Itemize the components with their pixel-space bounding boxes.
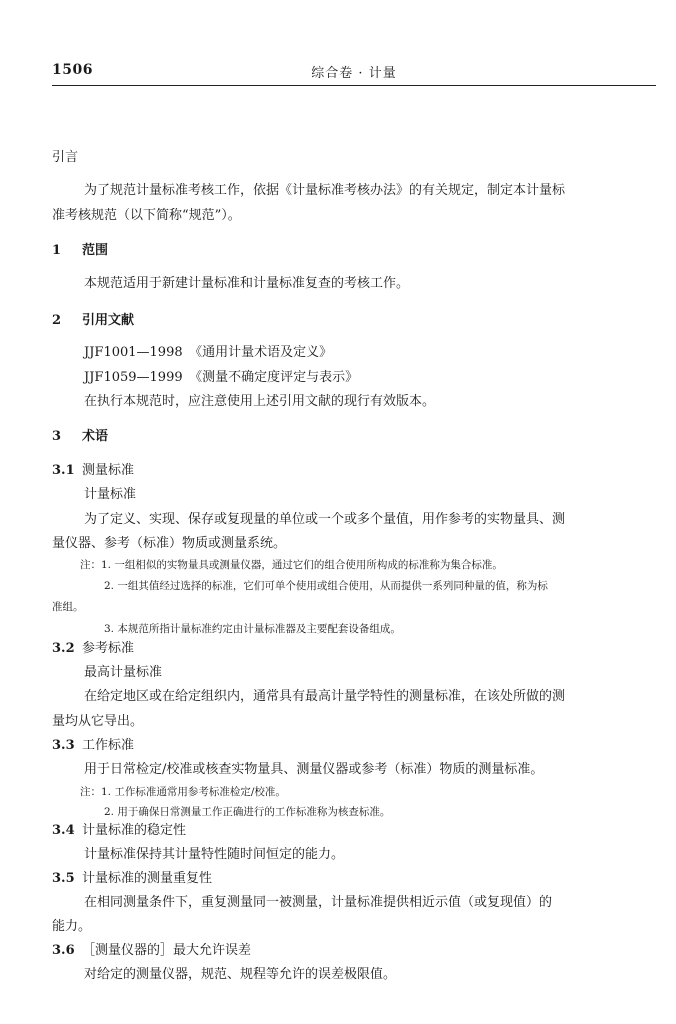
section-3-heading	[52, 429, 108, 445]
term-3-1-def-line-1: 为了定义、实现、保存或复现量的单位或一个或多个量值，用作参考的实物量具、测	[84, 512, 566, 527]
intro-line-1: 为了规范计量标准考核工作，依据《计量标准考核办法》的有关规定，制定本计量标	[84, 183, 566, 198]
term-3-5-number: 3.5	[52, 871, 75, 886]
section-2-heading	[52, 313, 134, 329]
page-header	[52, 62, 656, 84]
header-rule	[52, 85, 656, 86]
section-1-heading	[52, 243, 108, 259]
term-3-4-number: 3.4	[52, 823, 75, 838]
term-3-1-note-2a: 2. 一组其值经过选择的标准，它们可单个使用或组合使用，从而提供一系列同种量的值，称为标	[104, 580, 548, 592]
reference-1: JJF1001—1998 《通用计量术语及定义》	[84, 345, 333, 360]
term-3-3-note-1: 注：1. 工作标准通常用参考标准检定/校准。	[80, 786, 286, 798]
term-3-2-number: 3.2	[52, 641, 75, 656]
term-3-6-title: ［测量仪器的］最大允许误差	[82, 943, 252, 958]
term-3-1-alias: 计量标准	[84, 487, 137, 502]
term-3-2-alias: 最高计量标准	[84, 665, 163, 680]
term-3-3-heading	[52, 738, 134, 754]
section-1-title: 范围	[82, 243, 109, 258]
term-3-1-title: 测量标准	[82, 463, 135, 478]
term-3-5-title: 计量标准的测量重复性	[82, 871, 213, 886]
term-3-3-title: 工作标准	[82, 738, 135, 753]
section-3-number: 3	[52, 429, 62, 444]
term-3-6-number: 3.6	[52, 943, 75, 958]
reference-2: JJF1059—1999 《测量不确定度评定与表示》	[84, 370, 359, 385]
term-3-2-heading	[52, 641, 134, 657]
term-3-1-note-3: 3. 本规范所指计量标准约定由计量标准器及主要配套设备组成。	[104, 623, 401, 635]
running-title: 综合卷 · 计量	[311, 66, 397, 81]
term-3-1-note-2b: 准组。	[52, 601, 84, 613]
term-3-6-heading	[52, 943, 251, 959]
term-3-1-heading	[52, 463, 134, 479]
intro-line-2: 准考核规范（以下简称“规范”）。	[52, 208, 241, 223]
term-3-4-def: 计量标准保持其计量特性随时间恒定的能力。	[84, 847, 345, 862]
term-3-2-title: 参考标准	[82, 641, 135, 656]
term-3-4-title: 计量标准的稳定性	[82, 823, 187, 838]
reference-note: 在执行本规范时，应注意使用上述引用文献的现行有效版本。	[84, 394, 436, 409]
term-3-5-heading	[52, 871, 212, 887]
section-3-title: 术语	[82, 429, 109, 444]
page-number: 1506	[52, 62, 93, 78]
intro-heading: 引言	[52, 150, 79, 165]
term-3-1-note-1: 注：1. 一组相似的实物量具或测量仪器，通过它们的组合使用所构成的标准称为集合标准。	[80, 559, 503, 571]
term-3-3-note-2: 2. 用于确保日常测量工作正确进行的工作标准称为核查标准。	[104, 806, 391, 818]
section-1-number: 1	[52, 243, 62, 258]
term-3-1-number: 3.1	[52, 463, 75, 478]
term-3-1-def-line-2: 量仪器、参考（标准）物质或测量系统。	[52, 536, 287, 551]
section-2-number: 2	[52, 313, 62, 328]
term-3-3-def: 用于日常检定/校准或核查实物量具、测量仪器或参考（标准）物质的测量标准。	[84, 762, 544, 777]
section-1-text: 本规范适用于新建计量标准和计量标准复查的考核工作。	[84, 276, 410, 291]
term-3-6-def: 对给定的测量仪器，规范、规程等允许的误差极限值。	[84, 967, 397, 982]
term-3-5-def-line-1: 在相同测量条件下，重复测量同一被测量，计量标准提供相近示值（或复现值）的	[84, 895, 553, 910]
term-3-3-number: 3.3	[52, 738, 75, 753]
term-3-2-def-line-2: 量均从它导出。	[52, 714, 144, 729]
term-3-4-heading	[52, 823, 186, 839]
term-3-2-def-line-1: 在给定地区或在给定组织内，通常具有最高计量学特性的测量标准，在该处所做的测	[84, 689, 566, 704]
term-3-5-def-line-2: 能力。	[52, 919, 92, 934]
section-2-title: 引用文献	[82, 313, 135, 328]
